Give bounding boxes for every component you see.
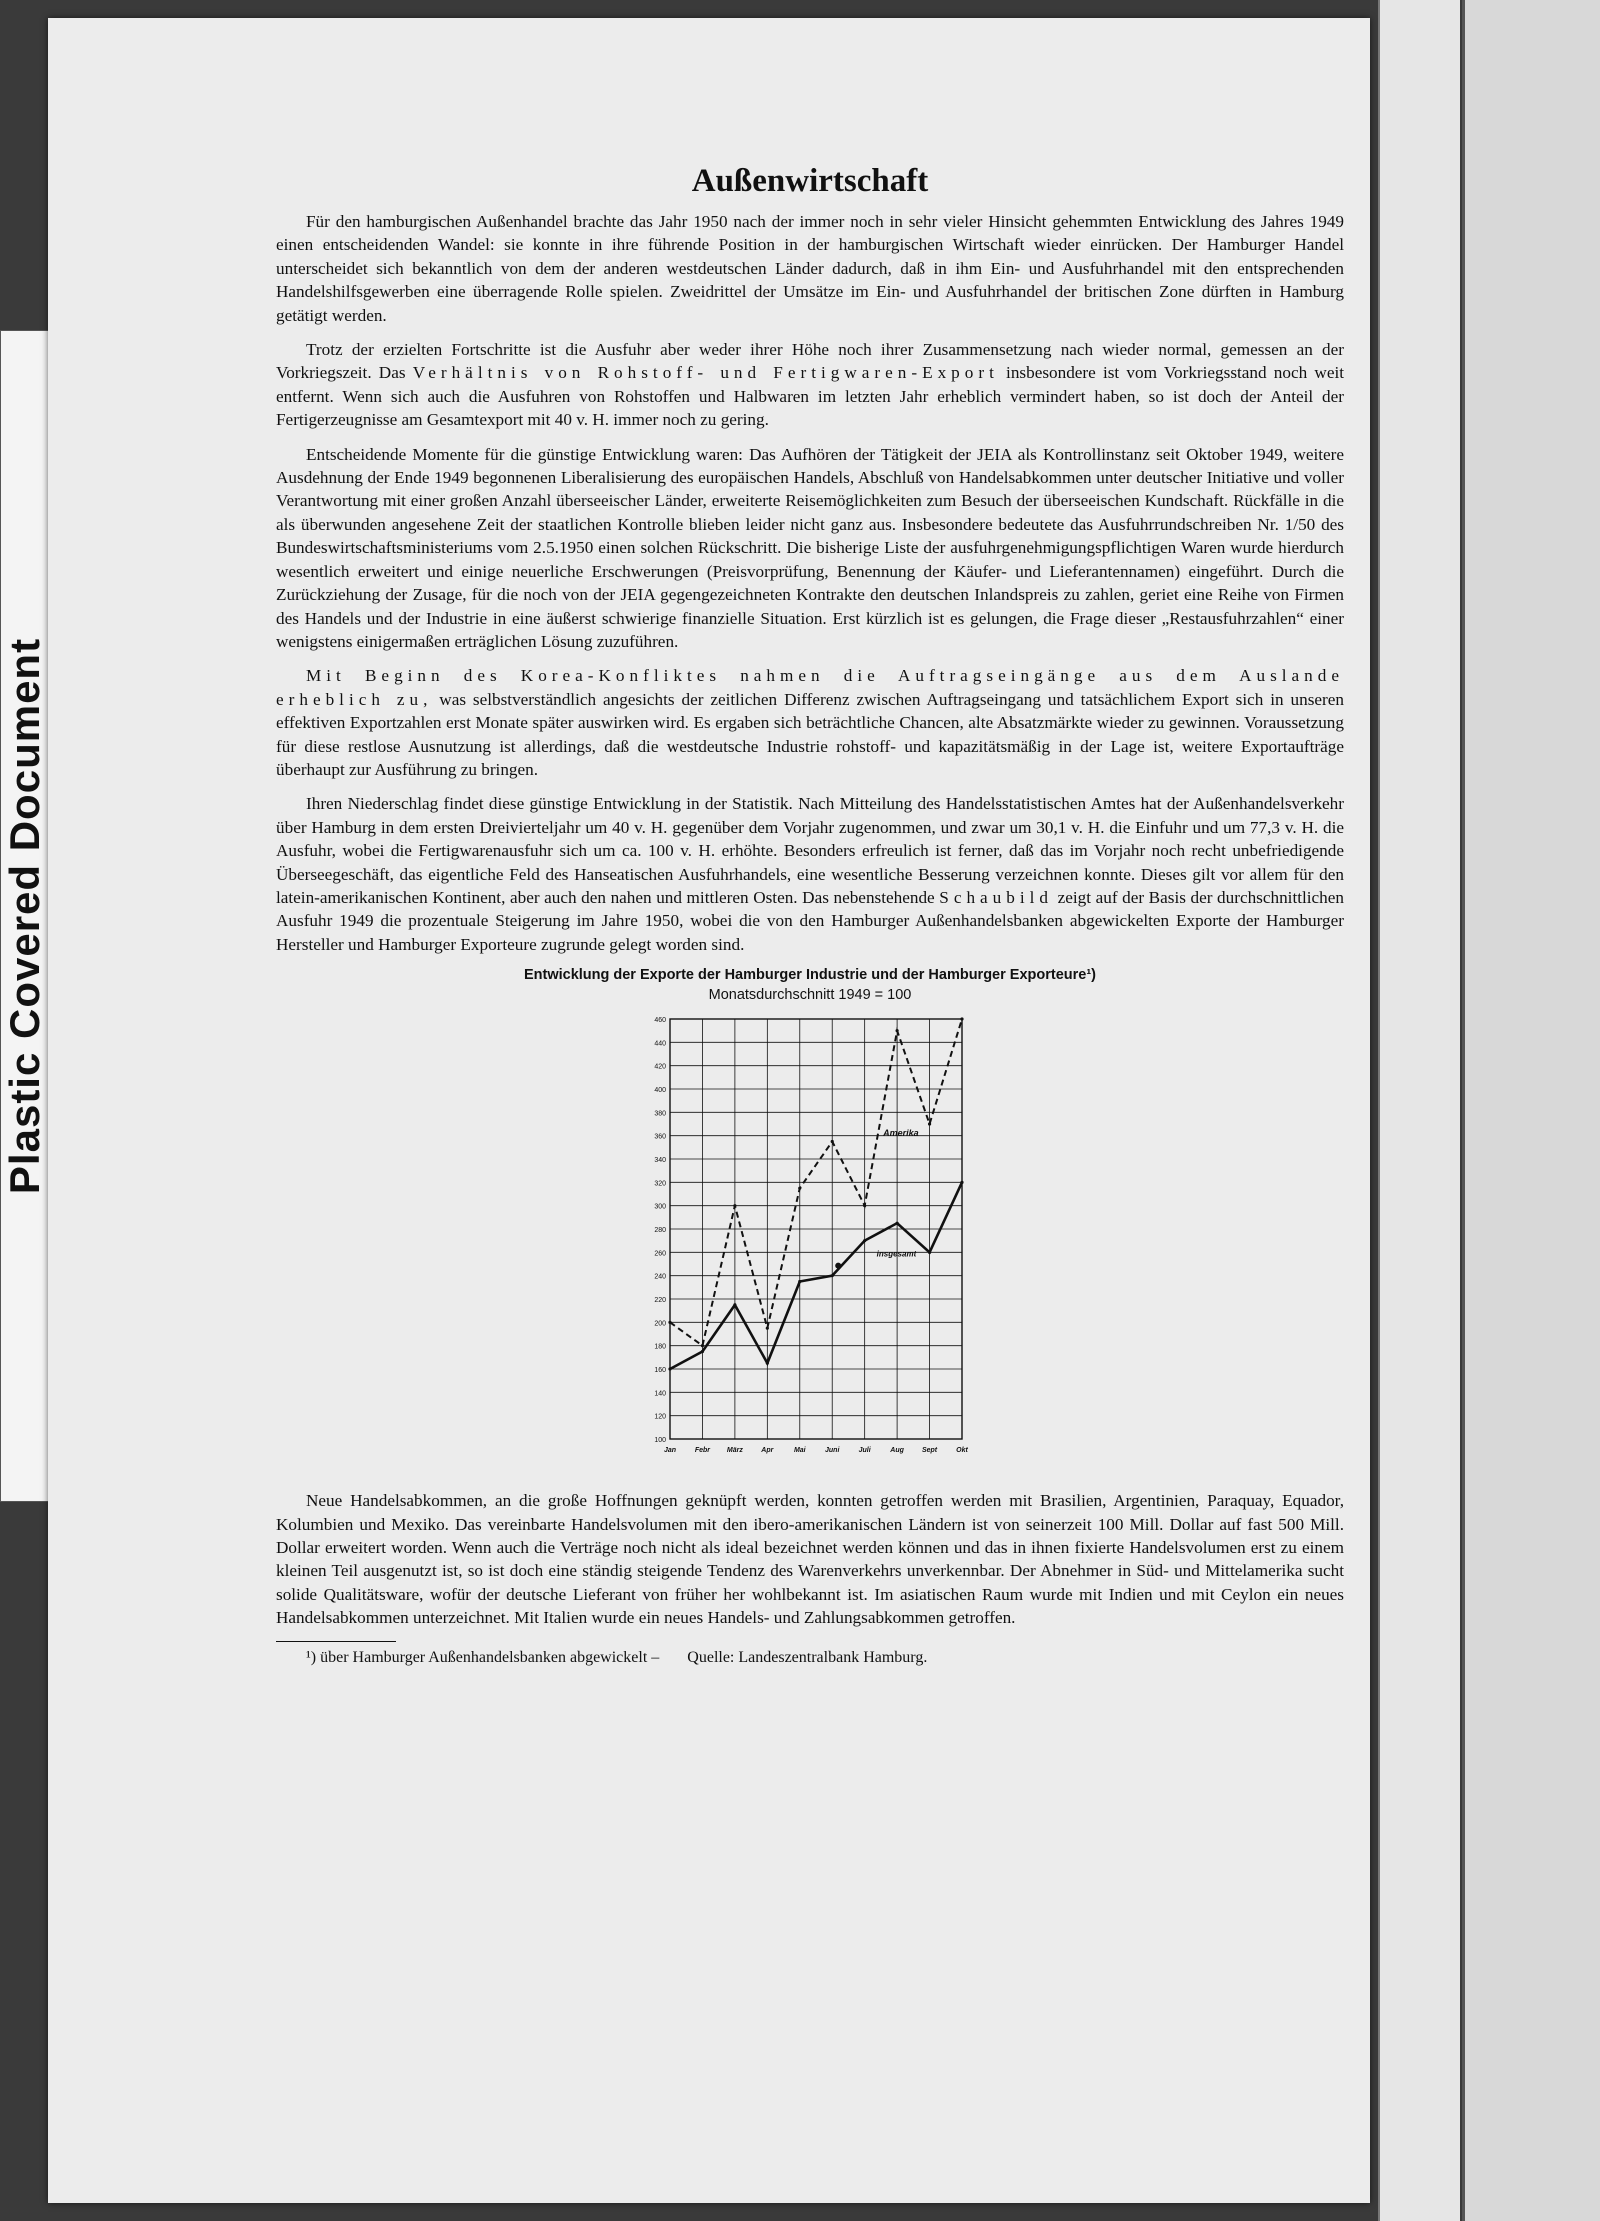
data-point-insgesamt: [928, 1251, 931, 1254]
paragraph-5: [276, 792, 1344, 956]
paragraph-5-part-c: zeigt auf der Basis der durchschnittlichen Ausfuhr 1949 die prozentuale Steigerung im Jahre 1950, wobei die von den Hamburger Außenhandelsbanken abgewickelten Exporte der Hamburger Hersteller und Hamburger Exporteure zugrunde gelegt worden sind.: [276, 887, 1344, 954]
paragraph-6: Neue Handelsabkommen, an die große Hoffnungen geknüpft werden, konnten getroffen werden mit Brasilien, Argentinien, Paraquay, Equador, Kolumbien und Mexiko. Das vereinbarte Handelsvolumen mit den ibero-amerikanischen Ländern ist von seinerzeit 100 Mill. Dollar auf fast 500 Mill. Dollar erweitert worden. Wenn auch die Verträge noch nicht als ideal bezeichnet werden können und das in ihnen fixierte Handelsvolumen erst zu einem kleinen Teil ausgenutzt ist, so ist doch eine ständig steigende Tendenz des Warenverkehrs unverkennbar. Der Abnehmer in Süd- und Mittelamerika sucht solide Qualitätsware, wofür der deutsche Lieferant von früher her wohlbekannt ist. Im asiatischen Raum wurde mit Indien und mit Ceylon ein neues Handelsabkommen unterzeichnet. Mit Italien wurde ein neues Handels- und Zahlungsabkommen getroffen.: [276, 1491, 1344, 1628]
data-point-amerika: [863, 1204, 866, 1207]
right-page-edge-outer: [1462, 0, 1600, 2221]
series-marker-insgesamt: [835, 1263, 841, 1269]
chart-title: Entwicklung der Exporte der Hamburger Industrie und der Hamburger Exporteure¹): [523, 967, 1097, 984]
document-page: [48, 18, 1370, 2203]
x-tick-label: Mai: [793, 1447, 806, 1455]
footnote-rule: [276, 1641, 396, 1642]
y-tick-label: 440: [654, 1040, 666, 1048]
x-tick-label: Aug: [890, 1447, 904, 1455]
y-tick-label: 240: [654, 1273, 666, 1281]
chart-subtitle: Monatsdurchschnitt 1949 = 100: [708, 987, 912, 1004]
paragraph-4-part-b: was selbstverständlich angesichts der zeitlichen Differenz zwischen Auftragseingang und tatsächlichem Export sich in unseren effektiven Exportzahlen erst Monate später auswirken wird. Es ergaben sich beträchtliche Chancen, alte Absatzmärkte wieder zu gewinnen. Voraussetzung für diese restlose Ausnutzung ist allerdings, daß die westdeutsche Industrie rohstoff- und kapazitätsmäßig in der Lage ist, weitere Exportaufträge überhaupt zur Ausführung zu bringen.: [276, 689, 1344, 779]
series-label-insgesamt: insgesamt: [876, 1249, 917, 1259]
y-tick-label: 100: [654, 1437, 666, 1445]
export-line-chart: [630, 1009, 990, 1469]
data-point-insgesamt: [831, 1274, 834, 1277]
y-tick-label: 360: [654, 1133, 666, 1141]
paragraph-2-part-a: Trotz der erzielten Fortschritte ist die Ausfuhr aber weder ihrer Höhe noch ihrer Zusammensetzung nach wieder normal, gemessen an der Vorkriegszeit. Das: [276, 340, 1344, 383]
y-tick-label: 120: [654, 1413, 666, 1421]
page-title: Außenwirtschaft: [691, 163, 929, 199]
footnote-text: ¹) über Hamburger Außenhandelsbanken abgewickelt: [306, 1648, 648, 1666]
data-point-amerika: [928, 1123, 931, 1126]
x-tick-label: Juli: [858, 1447, 871, 1455]
data-point-amerika: [766, 1327, 769, 1330]
y-tick-label: 200: [654, 1320, 666, 1328]
y-tick-label: 340: [654, 1157, 666, 1165]
data-point-amerika: [896, 1029, 899, 1032]
paragraph-5-emphasis: Schaubild: [939, 887, 1054, 907]
data-point-amerika: [831, 1140, 834, 1143]
chart-figure: [276, 967, 1344, 1469]
paragraph-2: [276, 338, 1344, 432]
y-tick-label: 180: [654, 1343, 666, 1351]
y-tick-label: 160: [654, 1367, 666, 1375]
data-point-insgesamt: [798, 1280, 801, 1283]
x-tick-label: Okt: [956, 1447, 968, 1455]
right-page-edge: [1378, 0, 1460, 2221]
y-tick-label: 280: [654, 1227, 666, 1235]
side-label: [0, 330, 50, 1502]
data-point-insgesamt: [896, 1222, 899, 1225]
series-label-amerika: Amerika: [883, 1128, 919, 1139]
paragraph-2-emphasis: Verhältnis von Rohstoff- und Fertigwaren-Export: [412, 363, 999, 383]
y-tick-label: 300: [654, 1203, 666, 1211]
x-tick-label: Sept: [921, 1447, 938, 1455]
x-tick-label: Juni: [825, 1447, 840, 1455]
data-point-insgesamt: [733, 1303, 736, 1306]
x-tick-label: Apr: [761, 1447, 774, 1455]
y-tick-label: 140: [654, 1390, 666, 1398]
y-tick-label: 380: [654, 1110, 666, 1118]
paragraph-5-part-a: Ihren Niederschlag findet diese günstige Entwicklung in der Statistik. Nach Mitteilung des Handelsstatistischen Amtes hat der Außenhandelsverkehr über Hamburg in dem ersten Dreivierteljahr um 40 v. H. gegenüber dem Vorjahr zugenommen, und zwar um 30,1 v. H. die Einfuhr und um 77,3 v. H. die Ausfuhr, wobei die Fertigwarenausfuhr sich um ca. 100 v. H. erhöhte. Besonders erfreulich ist ferner, daß das im Vorjahr noch recht unbefriedigende Überseegeschäft, das eigentliche Feld des Hanseatischen Ausfuhrhandels, eine wesentliche Besserung verzeichnen konnte. Dieses gilt vor allem für den latein-amerikanischen Kontinent, aber auch den nahen und mittleren Osten. Das nebenstehende: [276, 794, 1344, 907]
footnote-source: Quelle: Landeszentralbank Hamburg.: [687, 1648, 928, 1666]
footnote: [276, 1646, 1344, 1669]
paragraph-1: Für den hamburgischen Außenhandel brachte das Jahr 1950 nach der immer noch in sehr vieler Hinsicht gehemmten Entwicklung des Jahres 1949 einen entscheidenden Wandel: sie konnte in ihre führende Position in der hamburgischen Wirtschaft wieder einrücken. Der Hamburger Handel unterscheidet sich bekanntlich von dem der anderen westdeutschen Länder dadurch, daß in ihm Ein- und Ausfuhrhandel mit den entsprechenden Handelshilfsgewerben eine überragende Rolle spielen. Zweidrittel der Umsätze im Ein- und Ausfuhrhandel der britischen Zone dürften in Hamburg getätigt werden.: [276, 212, 1344, 325]
y-tick-label: 260: [654, 1250, 666, 1258]
data-point-amerika: [668, 1321, 671, 1324]
footnote-dash: –: [651, 1648, 660, 1666]
y-tick-label: 400: [654, 1087, 666, 1095]
data-point-insgesamt: [863, 1239, 866, 1242]
data-point-amerika: [960, 1018, 963, 1021]
side-label-text: Plastic Covered Document: [1, 637, 48, 1195]
y-tick-label: 320: [654, 1180, 666, 1188]
data-point-amerika: [733, 1204, 736, 1207]
page-content: [276, 163, 1344, 1669]
y-tick-label: 220: [654, 1297, 666, 1305]
x-tick-label: März: [726, 1447, 743, 1455]
data-point-insgesamt: [766, 1362, 769, 1365]
x-tick-label: Jan: [663, 1447, 677, 1455]
paragraph-2-part-c: insbesondere ist vom Vorkriegsstand noch weit entfernt. Wenn sich auch die Ausfuhren von Rohstoffen und Halbwaren im letzten Jahr erheblich vermindert haben, so ist doch der Anteil der Fertigerzeugnisse am Gesamtexport mit 40 v. H. immer noch zu gering.: [276, 363, 1344, 430]
data-point-amerika: [798, 1187, 801, 1190]
y-tick-label: 460: [654, 1017, 666, 1025]
paragraph-3: Entscheidende Momente für die günstige Entwicklung waren: Das Aufhören der Tätigkeit der JEIA als Kontrollinstanz seit Oktober 1949, weitere Ausdehnung der Ende 1949 begonnenen Liberalisierung des europäischen Handels, Abschluß von Handelsabkommen unter deutscher Initiative und voller Verantwortung mit einer großen Anzahl überseeischer Länder, erweiterte Reisemöglichkeiten zum Besuch der überseeischen Kundschaft. Rückfälle in die als überwunden angesehene Zeit der staatlichen Kontrolle blieben leider nicht ganz aus. Insbesondere bedeutete das Ausfuhrrundschreiben Nr. 1/50 des Bundeswirtschaftsministeriums vom 2.5.1950 einen solchen Rückschritt. Die bisherige Liste der ausfuhrgenehmigungspflichtigen Waren wurde hierdurch wesentlich erweitert und einige neuerliche Erschwerungen (Preisvorprüfung, Benennung der Käufer- und Lieferantennamen) eingeführt. Durch die Zurückziehung der Zusage, für die noch von der JEIA gegengezeichneten Kontrakte den deutschen Inlandspreis zu zahlen, geriet eine Reihe von Firmen des Handels und der Industrie in eine äußerst schwierige finanzielle Situation. Erst kürzlich ist es gelungen, die Frage dieser „Restausfuhrzahlen“ einer wenigstens einigermaßen erträglichen Lösung zuzuführen.: [276, 444, 1344, 651]
paragraph-4: [276, 664, 1344, 781]
y-tick-label: 420: [654, 1063, 666, 1071]
paragraph-4-emphasis: Mit Beginn des Korea-Konfliktes nahmen die Auftragseingänge aus dem Auslande erheblich zu,: [276, 666, 1344, 709]
data-point-insgesamt: [960, 1181, 963, 1184]
data-point-insgesamt: [668, 1368, 671, 1371]
x-tick-label: Febr: [694, 1447, 711, 1455]
data-point-amerika: [701, 1344, 704, 1347]
data-point-insgesamt: [701, 1350, 704, 1353]
